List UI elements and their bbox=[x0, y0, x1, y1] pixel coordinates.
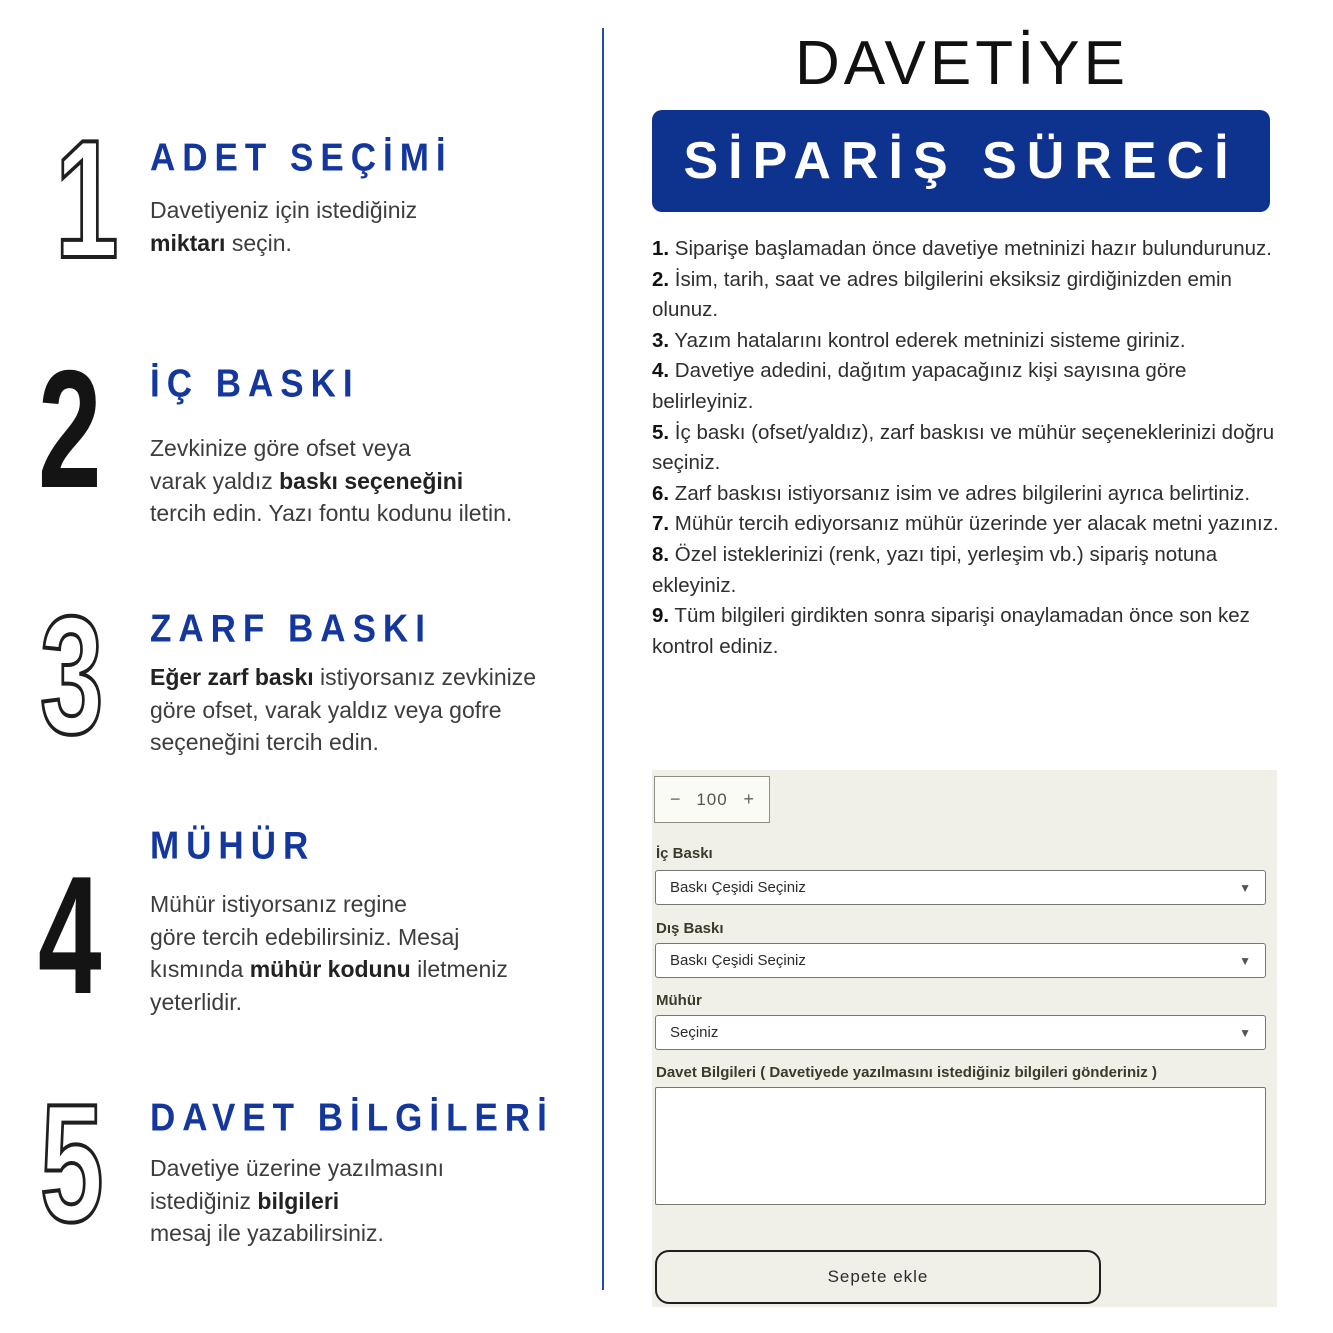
list-item bbox=[652, 265, 1284, 326]
chevron-down-icon: ▼ bbox=[1239, 880, 1251, 895]
muhur-selected-value: Seçiniz bbox=[670, 1024, 719, 1041]
list-item bbox=[652, 479, 1284, 510]
text-segment: Eğer zarf baskı bbox=[150, 664, 314, 690]
item-number: 6. bbox=[652, 481, 670, 505]
column-divider bbox=[602, 28, 604, 1290]
step-1-number: 1 bbox=[55, 105, 116, 293]
quantity-decrease-button[interactable]: − bbox=[670, 789, 681, 809]
order-instructions-list bbox=[652, 234, 1284, 662]
step-2-number: 2 bbox=[38, 335, 99, 523]
list-item bbox=[652, 540, 1284, 601]
dis-baski-select[interactable] bbox=[655, 943, 1266, 978]
text-segment: göre ofset, varak yaldız veya gofre bbox=[150, 696, 502, 723]
step-3 bbox=[150, 607, 570, 759]
step-1 bbox=[150, 136, 570, 259]
text-segment: iletmeniz bbox=[410, 956, 508, 983]
step-5-description bbox=[150, 1152, 570, 1250]
order-form-panel bbox=[652, 770, 1277, 1307]
item-number: 1. bbox=[652, 237, 670, 260]
add-to-cart-label: Sepete ekle bbox=[827, 1267, 929, 1286]
item-text: Zarf baskısı istiyorsanız isim ve adres bilgilerini ayrıca belirtiniz. bbox=[669, 481, 1251, 505]
step-4-heading: MÜHÜR bbox=[150, 824, 316, 868]
item-number: 5. bbox=[652, 420, 670, 444]
item-number: 7. bbox=[652, 512, 670, 536]
step-3-heading: ZARF BASKI bbox=[150, 607, 432, 651]
text-segment: göre tercih edebilirsiniz. Mesaj bbox=[150, 923, 460, 950]
text-segment: Mühür istiyorsanız regine bbox=[150, 891, 407, 917]
item-text: İsim, tarih, saat ve adres bilgilerini eksiksiz girdiğinizden emin olunuz. bbox=[652, 267, 1232, 322]
quantity-value: 100 bbox=[696, 789, 728, 809]
item-number: 4. bbox=[652, 359, 670, 383]
item-text: Tüm bilgileri girdikten sonra siparişi onaylamadan önce son kez kontrol ediniz. bbox=[652, 604, 1250, 658]
text-segment: seçin. bbox=[225, 229, 292, 256]
text-segment: yeterlidir. bbox=[150, 988, 243, 1015]
item-text: Yazım hatalarını kontrol ederek metninizi sisteme giriniz. bbox=[669, 328, 1186, 352]
quantity-stepper[interactable] bbox=[654, 776, 770, 823]
item-text: Mühür tercih ediyorsanız mühür üzerinde yer alacak metni yazınız. bbox=[669, 512, 1279, 536]
order-process-banner bbox=[652, 110, 1270, 212]
item-number: 2. bbox=[652, 267, 670, 291]
step-5-number: 5 bbox=[40, 1069, 101, 1257]
list-item bbox=[652, 234, 1284, 265]
add-to-cart-button[interactable] bbox=[655, 1250, 1101, 1304]
step-4 bbox=[150, 824, 570, 1019]
ic-baski-label: İç Baskı bbox=[656, 845, 713, 862]
dis-baski-label: Dış Baskı bbox=[656, 920, 724, 937]
text-segment: baskı seçeneğini bbox=[279, 467, 464, 494]
item-text: Özel isteklerinizi (renk, yazı tipi, yerleşim vb.) sipariş notuna ekleyiniz. bbox=[652, 542, 1218, 597]
step-1-description bbox=[150, 194, 570, 259]
list-item bbox=[652, 356, 1284, 417]
banner-title: SİPARİŞ SÜRECİ bbox=[683, 132, 1239, 190]
step-5-heading: DAVET BİLGİLERİ bbox=[150, 1096, 554, 1140]
step-2 bbox=[150, 362, 570, 530]
step-2-description bbox=[150, 432, 570, 530]
dis-baski-selected-value: Baskı Çeşidi Seçiniz bbox=[670, 952, 806, 969]
quantity-increase-button[interactable]: + bbox=[743, 789, 754, 809]
text-segment: mühür kodunu bbox=[249, 956, 411, 983]
muhur-label: Mühür bbox=[656, 992, 702, 1009]
text-segment: Davetiyeniz için istediğiniz bbox=[150, 197, 418, 223]
item-text: Siparişe başlamadan önce davetiye metninizi hazır bulundurunuz. bbox=[669, 237, 1272, 260]
step-4-description bbox=[150, 888, 570, 1019]
davet-bilgileri-label: Davet Bilgileri ( Davetiyede yazılmasını istediğiniz bilgileri gönderiniz ) bbox=[656, 1064, 1157, 1081]
text-segment: mesaj ile yazabilirsiniz. bbox=[150, 1220, 384, 1247]
item-number: 3. bbox=[652, 328, 670, 352]
text-segment: istiyorsanız zevkinize bbox=[313, 664, 537, 690]
step-5 bbox=[150, 1096, 570, 1250]
text-segment: kısmında bbox=[150, 956, 250, 983]
text-segment: seçeneğini tercih edin. bbox=[150, 729, 379, 756]
text-segment: istediğiniz bbox=[150, 1187, 258, 1214]
ic-baski-selected-value: Baskı Çeşidi Seçiniz bbox=[670, 879, 806, 896]
step-1-heading: ADET SEÇİMİ bbox=[150, 136, 453, 180]
chevron-down-icon: ▼ bbox=[1239, 1025, 1251, 1040]
text-segment: Davetiye üzerine yazılmasını bbox=[150, 1155, 445, 1181]
text-segment: tercih edin. Yazı fontu kodunu iletin. bbox=[150, 500, 513, 527]
ic-baski-select[interactable] bbox=[655, 870, 1266, 905]
list-item bbox=[652, 418, 1284, 479]
text-segment: bilgileri bbox=[257, 1187, 340, 1214]
item-number: 9. bbox=[652, 604, 670, 628]
page-title: DAVETİYE bbox=[794, 29, 1130, 98]
text-segment: varak yaldız bbox=[150, 467, 280, 494]
muhur-select[interactable] bbox=[655, 1015, 1266, 1050]
item-text: Davetiye adedini, dağıtım yapacağınız kişi sayısına göre belirleyiniz. bbox=[652, 359, 1187, 413]
davet-bilgileri-textarea[interactable] bbox=[655, 1087, 1266, 1205]
step-3-number: 3 bbox=[40, 581, 101, 769]
chevron-down-icon: ▼ bbox=[1239, 953, 1251, 968]
step-3-description bbox=[150, 661, 570, 759]
text-segment: Zevkinize göre ofset veya bbox=[150, 435, 411, 461]
list-item bbox=[652, 601, 1284, 662]
step-2-heading: İÇ BASKI bbox=[150, 362, 360, 406]
list-item bbox=[652, 326, 1284, 357]
list-item bbox=[652, 509, 1284, 540]
item-number: 8. bbox=[652, 542, 670, 566]
text-segment: miktarı bbox=[150, 229, 226, 256]
item-text: İç baskı (ofset/yaldız), zarf baskısı ve mühür seçeneklerinizi doğru seçiniz. bbox=[652, 420, 1275, 475]
step-4-number: 4 bbox=[38, 841, 99, 1029]
